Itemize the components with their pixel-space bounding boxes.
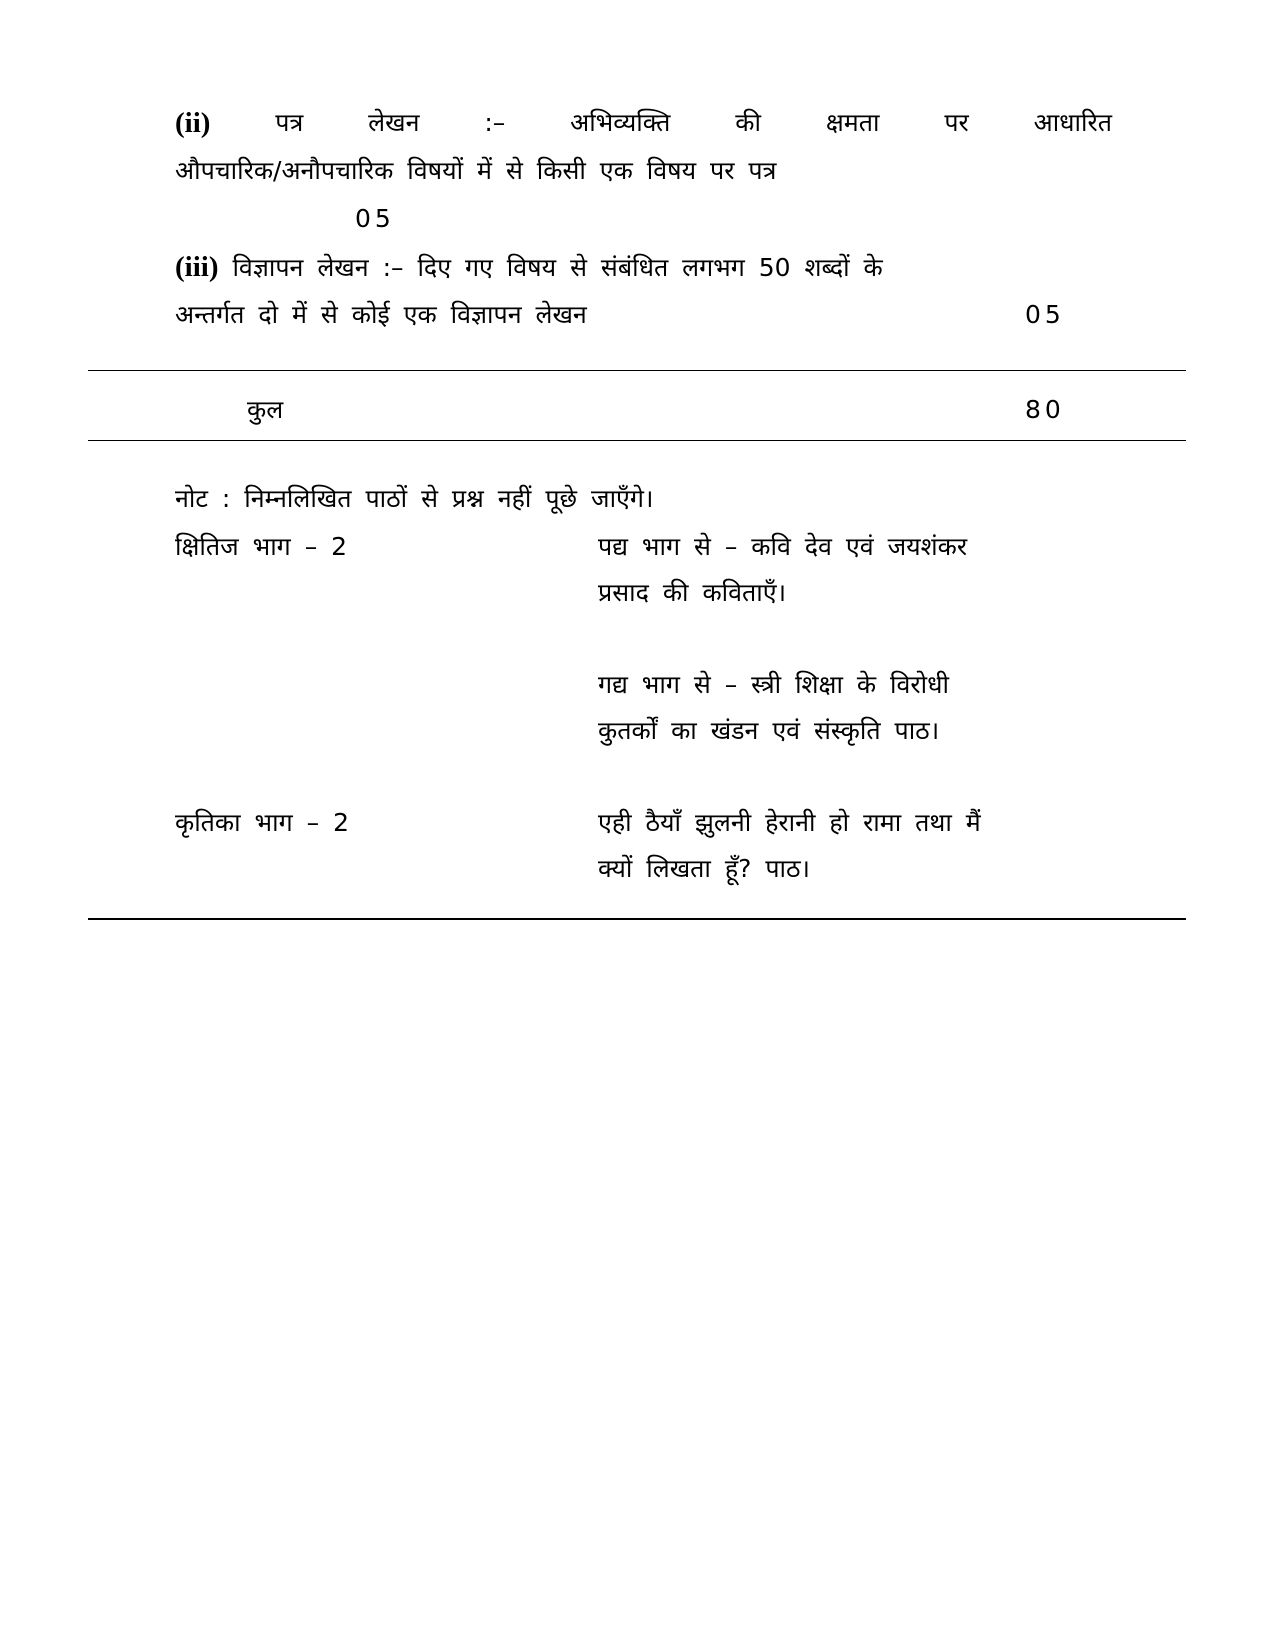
- section-iii-label: (iii): [175, 251, 219, 283]
- total-label: कुल: [247, 395, 284, 424]
- note-entry-line: पद्य भाग से – कवि देव एवं जयशंकर: [598, 532, 968, 561]
- note-entry-line: प्रसाद की कविताएँ।: [598, 578, 787, 607]
- section-ii-word: की: [735, 108, 761, 137]
- section-iii-line-1: [175, 250, 883, 285]
- divider-middle: [88, 440, 1186, 441]
- note-entry-line: एही ठैयाँ झुलनी हेरानी हो रामा तथा मैं: [598, 808, 981, 837]
- total-marks: 80: [1025, 395, 1065, 424]
- section-ii-word: पर: [944, 108, 969, 137]
- section-ii-line-2: औपचारिक/अनौपचारिक विषयों में से किसी एक विषय पर पत्र: [175, 156, 777, 185]
- section-ii-word: क्षमता: [825, 108, 880, 137]
- section-ii-word: लेखन: [368, 108, 420, 137]
- divider-top: [88, 370, 1186, 371]
- section-ii-word: :–: [484, 108, 506, 137]
- section-iii-text: विज्ञापन लेखन :– दिए गए विषय से संबंधित लगभग 50 शब्दों के: [232, 253, 883, 282]
- section-ii-label: (ii): [175, 107, 211, 139]
- note-entry-line: क्यों लिखता हूँ? पाठ।: [598, 854, 811, 883]
- section-ii-word: पत्र: [275, 108, 304, 137]
- section-ii-line-1: [175, 106, 1112, 140]
- note-book-kshitij: क्षितिज भाग – 2: [175, 532, 348, 561]
- note-heading: नोट : निम्नलिखित पाठों से प्रश्न नहीं पूछे जाएँगे।: [175, 484, 654, 513]
- divider-bottom: [88, 918, 1186, 920]
- section-ii-word: अभिव्यक्ति: [570, 108, 671, 137]
- note-entry-line: कुतर्कों का खंडन एवं संस्कृति पाठ।: [598, 716, 940, 745]
- note-entry-line: गद्य भाग से – स्त्री शिक्षा के विरोधी: [598, 670, 949, 699]
- section-ii-marks: 05: [355, 204, 395, 233]
- section-iii-line-2: अन्तर्गत दो में से कोई एक विज्ञापन लेखन: [175, 300, 587, 329]
- section-ii-word: आधारित: [1033, 108, 1112, 137]
- section-iii-marks: 05: [1025, 300, 1065, 329]
- note-book-kritika: कृतिका भाग – 2: [175, 808, 349, 837]
